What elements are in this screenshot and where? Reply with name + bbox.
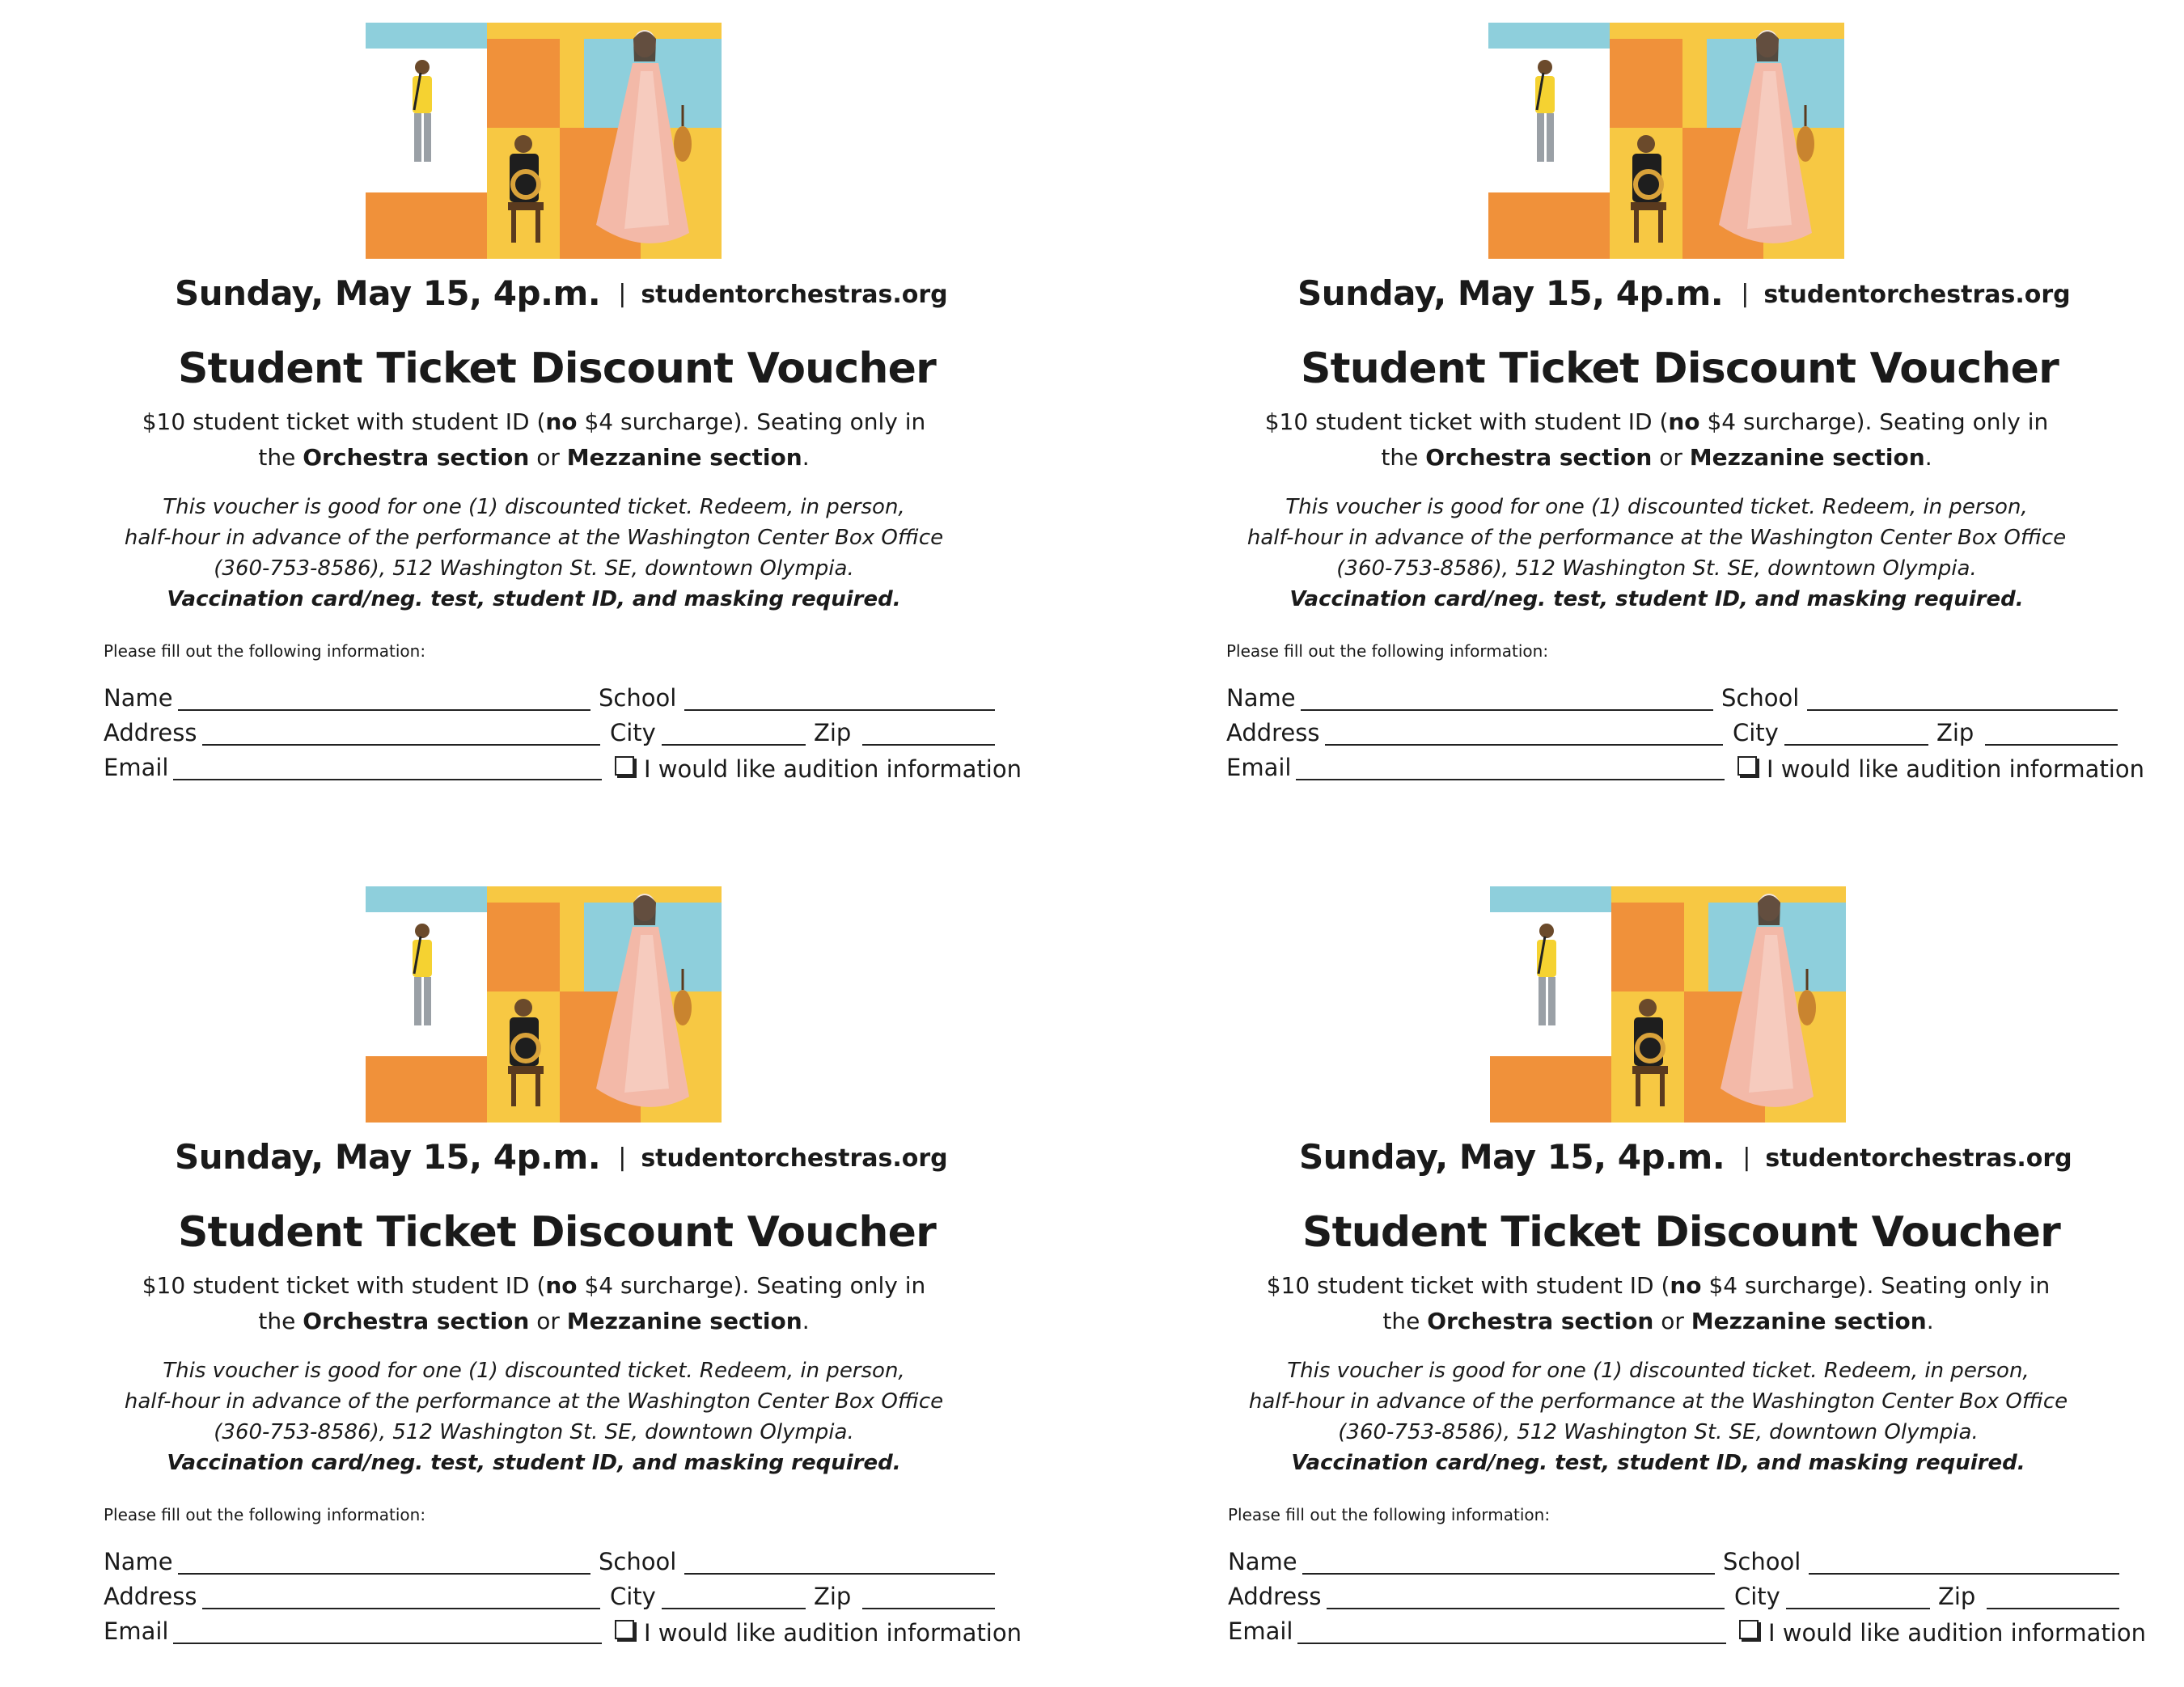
voucher-top-left [97, 23, 1022, 815]
form-row-email [1226, 754, 2144, 789]
event-date: Sunday, May 15, 4p.m. [1297, 273, 1724, 313]
address-field[interactable] [1327, 1608, 1725, 1609]
event-dateline [175, 1137, 967, 1177]
terms-text: This voucher is good for one (1) discounted ticket. Redeem, in person, half-hour in advance of the performance at the Washington Center Box Office (360-753-8586), 512 Washington St. SE, downtown Olympia. Vaccination card/neg. test, student ID, and masking required. [1220, 492, 2093, 615]
terms-text: This voucher is good for one (1) discounted ticket. Redeem, in person, half-hour in advance of the performance at the Washington Center Box Office (360-753-8586), 512 Washington St. SE, downtown Olympia. Vaccination card/neg. test, student ID, and masking required. [1221, 1355, 2095, 1478]
terms-text: This voucher is good for one (1) discounted ticket. Redeem, in person, half-hour in advance of the performance at the Washington Center Box Office (360-753-8586), 512 Washington St. SE, downtown Olympia. Vaccination card/neg. test, student ID, and masking required. [97, 492, 971, 615]
offer-text: $10 student ticket with student ID (no $4 surcharge). Seating only in the Orchestra section or Mezzanine section. [1264, 408, 2049, 471]
address-label: Address [104, 719, 197, 746]
name-label: Name [104, 684, 173, 712]
separator: | [618, 1144, 627, 1172]
checkbox-icon[interactable] [615, 1620, 634, 1639]
school-field[interactable] [684, 709, 995, 711]
zip-label: Zip [814, 719, 852, 746]
concert-artwork [366, 23, 722, 259]
requirements-note: Vaccination card/neg. test, student ID, and masking required. [1291, 1451, 2025, 1475]
event-date: Sunday, May 15, 4p.m. [175, 273, 601, 313]
offer-text: $10 student ticket with student ID (no $4 surcharge). Seating only in the Orchestra section or Mezzanine section. [1266, 1272, 2051, 1334]
name-field[interactable] [178, 1573, 590, 1575]
email-field[interactable] [1296, 779, 1725, 780]
name-field[interactable] [1302, 1573, 1715, 1575]
school-label: School [599, 684, 677, 712]
requirements-note: Vaccination card/neg. test, student ID, and masking required. [1289, 587, 2024, 611]
address-label: Address [104, 1583, 197, 1610]
form-row-address [1228, 1583, 2085, 1617]
voucher-top-right [1220, 23, 2144, 815]
fill-prompt: Please fill out the following information: [1228, 1505, 1551, 1524]
checkbox-icon[interactable] [615, 756, 634, 776]
form-row-address [1226, 719, 2084, 754]
separator: | [1742, 1144, 1751, 1172]
school-label: School [1721, 684, 1800, 712]
checkbox-icon[interactable] [1737, 756, 1757, 776]
voucher-form [104, 684, 1022, 789]
zip-field[interactable] [1987, 1608, 2119, 1609]
city-label: City [1734, 1583, 1780, 1610]
event-dateline [175, 273, 967, 313]
zip-label: Zip [1936, 719, 1974, 746]
email-label: Email [104, 754, 169, 781]
requirements-note: Vaccination card/neg. test, student ID, and masking required. [167, 587, 901, 611]
school-label: School [1723, 1548, 1801, 1575]
city-label: City [1733, 719, 1779, 746]
concert-artwork [1488, 23, 1844, 259]
website-link[interactable]: studentorchestras.org [1765, 1144, 2072, 1173]
audition-checkbox[interactable] [1739, 1619, 2146, 1647]
audition-checkbox[interactable] [615, 755, 1022, 783]
voucher-title: Student Ticket Discount Voucher [178, 1208, 936, 1257]
form-row-address [104, 719, 961, 754]
event-dateline [1297, 273, 2090, 313]
name-field[interactable] [1301, 709, 1713, 711]
offer-text: $10 student ticket with student ID (no $4 surcharge). Seating only in the Orchestra section or Mezzanine section. [142, 1272, 926, 1334]
fill-prompt: Please fill out the following information: [104, 1505, 426, 1524]
voucher-form [1228, 1548, 2146, 1652]
website-link[interactable]: studentorchestras.org [641, 1144, 948, 1173]
address-field[interactable] [202, 1608, 600, 1609]
city-label: City [610, 1583, 656, 1610]
email-label: Email [1228, 1617, 1293, 1645]
address-label: Address [1228, 1583, 1322, 1610]
school-field[interactable] [1807, 709, 2118, 711]
event-date: Sunday, May 15, 4p.m. [175, 1137, 601, 1177]
school-field[interactable] [684, 1573, 995, 1575]
email-label: Email [104, 1617, 169, 1645]
voucher-form [1226, 684, 2144, 789]
concert-artwork [1490, 886, 1846, 1123]
audition-label: I would like audition information [1768, 1619, 2146, 1647]
email-label: Email [1226, 754, 1292, 781]
city-field[interactable] [662, 1608, 806, 1609]
audition-label: I would like audition information [644, 755, 1022, 783]
checkbox-icon[interactable] [1739, 1620, 1759, 1639]
zip-label: Zip [814, 1583, 852, 1610]
terms-text: This voucher is good for one (1) discounted ticket. Redeem, in person, half-hour in advance of the performance at the Washington Center Box Office (360-753-8586), 512 Washington St. SE, downtown Olympia. Vaccination card/neg. test, student ID, and masking required. [97, 1355, 971, 1478]
voucher-form [104, 1548, 1022, 1652]
form-row-name [1228, 1548, 2085, 1583]
voucher-bottom-right [1221, 886, 2146, 1679]
separator: | [618, 280, 627, 308]
separator: | [1741, 280, 1750, 308]
event-date: Sunday, May 15, 4p.m. [1299, 1137, 1725, 1177]
form-row-address [104, 1583, 961, 1617]
voucher-title: Student Ticket Discount Voucher [1302, 1208, 2060, 1257]
city-field[interactable] [1784, 744, 1928, 746]
school-label: School [599, 1548, 677, 1575]
email-field[interactable] [173, 779, 602, 780]
zip-field[interactable] [862, 1608, 995, 1609]
address-field[interactable] [1325, 744, 1723, 746]
city-field[interactable] [662, 744, 806, 746]
voucher-title: Student Ticket Discount Voucher [1301, 345, 2059, 393]
name-label: Name [1228, 1548, 1297, 1575]
form-row-email [104, 1617, 1022, 1652]
concert-artwork [366, 886, 722, 1123]
voucher-title: Student Ticket Discount Voucher [178, 345, 936, 393]
voucher-bottom-left [97, 886, 1022, 1679]
fill-prompt: Please fill out the following information: [104, 641, 426, 661]
audition-checkbox[interactable] [1737, 755, 2144, 783]
event-dateline [1299, 1137, 2092, 1177]
requirements-note: Vaccination card/neg. test, student ID, and masking required. [167, 1451, 901, 1475]
zip-field[interactable] [1985, 744, 2118, 746]
zip-label: Zip [1938, 1583, 1976, 1610]
name-label: Name [104, 1548, 173, 1575]
audition-checkbox[interactable] [615, 1619, 1022, 1647]
city-label: City [610, 719, 656, 746]
offer-text: $10 student ticket with student ID (no $4 surcharge). Seating only in the Orchestra section or Mezzanine section. [142, 408, 926, 471]
city-field[interactable] [1786, 1608, 1930, 1609]
fill-prompt: Please fill out the following information: [1226, 641, 1549, 661]
form-row-name [104, 684, 961, 719]
form-row-email [1228, 1617, 2146, 1652]
email-field[interactable] [1297, 1643, 1726, 1644]
email-field[interactable] [173, 1643, 602, 1644]
website-link[interactable]: studentorchestras.org [641, 281, 948, 309]
audition-label: I would like audition information [644, 1619, 1022, 1647]
name-field[interactable] [178, 709, 590, 711]
address-field[interactable] [202, 744, 600, 746]
form-row-email [104, 754, 1022, 789]
zip-field[interactable] [862, 744, 995, 746]
website-link[interactable]: studentorchestras.org [1763, 281, 2071, 309]
form-row-name [1226, 684, 2084, 719]
audition-label: I would like audition information [1767, 755, 2144, 783]
form-row-name [104, 1548, 961, 1583]
address-label: Address [1226, 719, 1320, 746]
name-label: Name [1226, 684, 1296, 712]
school-field[interactable] [1809, 1573, 2119, 1575]
